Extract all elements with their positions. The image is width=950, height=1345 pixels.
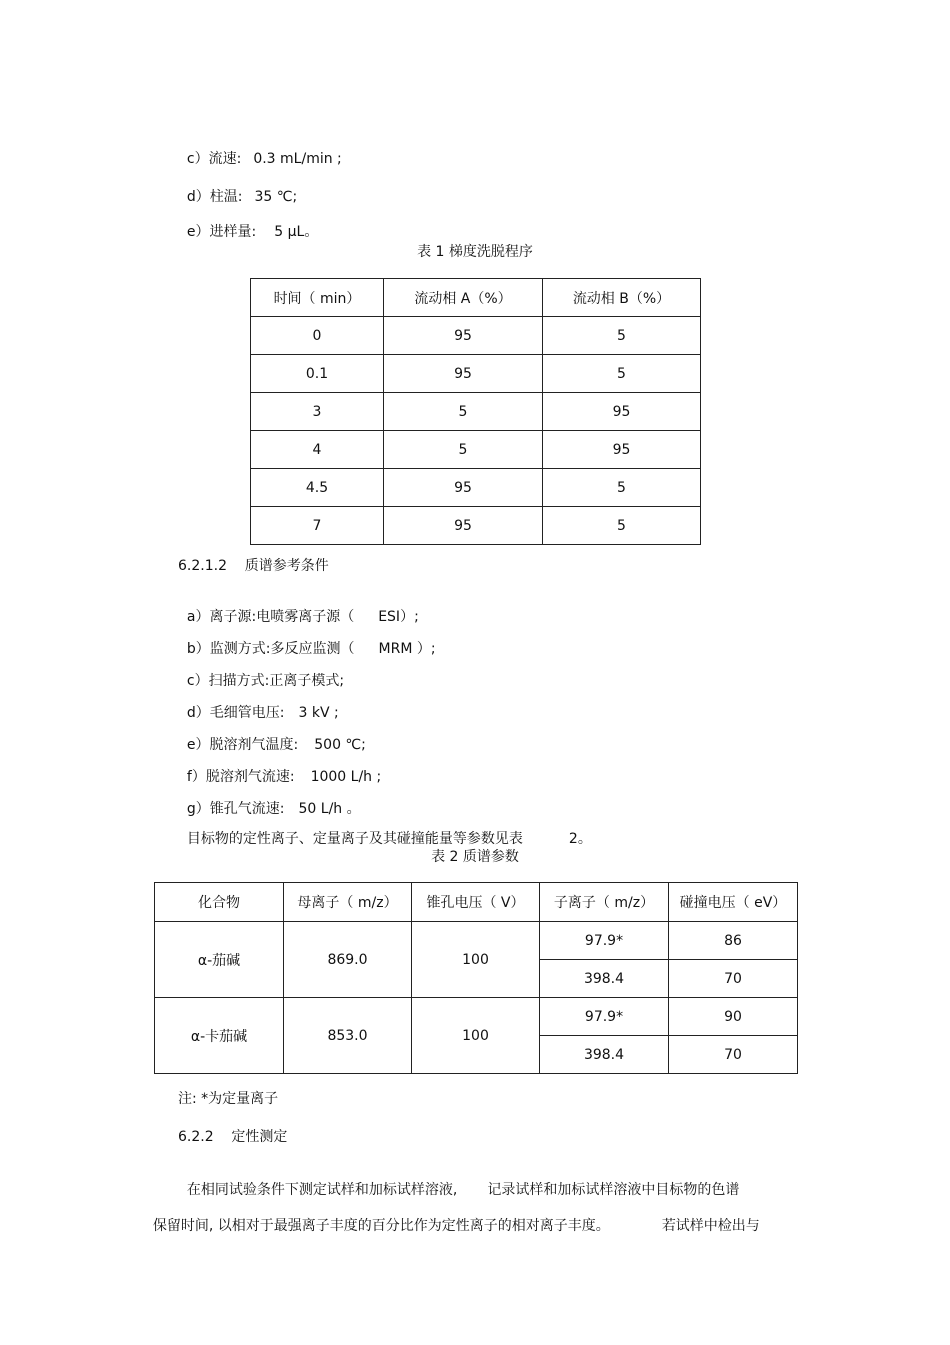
table-cell: 5	[543, 469, 701, 507]
paragraph-line	[178, 1163, 739, 1199]
ms-item-desolvation-temp	[178, 718, 366, 754]
lc-item-value: 35 ℃;	[254, 189, 298, 205]
table-cell: 5	[384, 393, 543, 431]
ms-item-label: b）监测方式:多反应监测（	[186, 641, 355, 657]
collision-energy-cell: 70	[669, 1036, 798, 1074]
table-header-row	[155, 883, 798, 922]
table-row	[251, 355, 701, 393]
gradient-table	[250, 278, 701, 545]
ms-item-scan-mode	[178, 654, 344, 690]
table-header-cell: 锥孔电压（ V）	[412, 883, 540, 922]
table-row	[251, 431, 701, 469]
table-reference-line	[178, 812, 592, 848]
reference-number: 2。	[568, 831, 592, 847]
collision-energy-cell: 70	[669, 960, 798, 998]
ms-item-label: d）毛细管电压:	[186, 705, 285, 721]
table-row	[155, 998, 798, 1036]
table-cell: 95	[543, 393, 701, 431]
lc-item-column-temp	[178, 170, 297, 206]
compound-cell: α-茄碱	[155, 922, 284, 998]
paragraph-text: 记录试样和加标试样溶液中目标物的色谱	[487, 1182, 740, 1198]
lc-item-label: d）柱温:	[186, 189, 243, 205]
ms-item-value: MRM ）;	[378, 641, 436, 657]
table-header-cell: 母离子（ m/z）	[284, 883, 412, 922]
table-header-row	[251, 279, 701, 317]
table-cell: 5	[543, 507, 701, 545]
ms-parameters-table	[154, 882, 798, 1074]
paragraph-text: 保留时间, 以相对于最强离子丰度的百分比作为定性离子的相对离子丰度。	[152, 1218, 610, 1234]
table-cell: 7	[251, 507, 384, 545]
lc-item-value: 0.3 mL/min ;	[253, 151, 342, 167]
table-header-cell: 时间（ min）	[251, 279, 384, 317]
product-ion-cell: 398.4	[540, 960, 669, 998]
section-heading-ms: 6.2.1.2 质谱参考条件	[178, 558, 329, 574]
ms-item-value: 50 L/h 。	[298, 801, 361, 817]
table-header-cell: 流动相 B（%）	[543, 279, 701, 317]
table-cell: 95	[384, 355, 543, 393]
table2-caption: 表 2 质谱参数	[431, 849, 519, 865]
table-cell: 0	[251, 317, 384, 355]
table-row	[251, 469, 701, 507]
reference-text: 目标物的定性离子、定量离子及其碰撞能量等参数见表	[186, 831, 523, 847]
table-cell: 4.5	[251, 469, 384, 507]
table-header-cell: 流动相 A（%）	[384, 279, 543, 317]
product-ion-cell: 97.9*	[540, 922, 669, 960]
table-cell: 95	[384, 469, 543, 507]
ms-item-value: 500 ℃;	[314, 737, 366, 753]
table-cell: 4	[251, 431, 384, 469]
table-cell: 5	[543, 317, 701, 355]
ms-item-label: a）离子源:电喷雾离子源（	[186, 609, 355, 625]
table-header-cell: 化合物	[155, 883, 284, 922]
collision-energy-cell: 90	[669, 998, 798, 1036]
ms-item-monitoring	[178, 622, 436, 658]
table-row	[155, 922, 798, 960]
table-row	[251, 317, 701, 355]
table-row	[251, 393, 701, 431]
ms-item-label: e）脱溶剂气温度:	[186, 737, 299, 753]
ms-item-capillary	[178, 686, 339, 722]
lc-item-label: c）流速:	[186, 151, 242, 167]
lc-item-label: e）进样量:	[186, 224, 257, 240]
cone-voltage-cell: 100	[412, 922, 540, 998]
parent-ion-cell: 853.0	[284, 998, 412, 1074]
ms-item-value: 3 kV ;	[298, 705, 339, 721]
ms-item-label: f）脱溶剂气流速:	[186, 769, 295, 785]
table-header-cell: 子离子（ m/z）	[540, 883, 669, 922]
ms-item-label: g）锥孔气流速:	[186, 801, 285, 817]
paragraph-text: 在相同试验条件下测定试样和加标试样溶液,	[186, 1182, 458, 1198]
compound-cell: α-卡茄碱	[155, 998, 284, 1074]
ms-item-desolvation-flow	[178, 750, 381, 786]
ms-item-ion-source	[178, 590, 419, 626]
table-cell: 5	[543, 355, 701, 393]
table-cell: 95	[384, 317, 543, 355]
lc-item-flow	[178, 132, 342, 168]
paragraph-line	[144, 1199, 760, 1235]
collision-energy-cell: 86	[669, 922, 798, 960]
table-row	[251, 507, 701, 545]
table-note: 注: *为定量离子	[178, 1091, 279, 1107]
parent-ion-cell: 869.0	[284, 922, 412, 998]
table-cell: 95	[384, 507, 543, 545]
cone-voltage-cell: 100	[412, 998, 540, 1074]
ms-item-value: ESI）;	[378, 609, 419, 625]
section-heading-qualitative: 6.2.2 定性测定	[178, 1129, 288, 1145]
ms-item-label: c）扫描方式:正离子模式;	[186, 673, 345, 689]
lc-item-injection	[178, 205, 318, 241]
ms-item-value: 1000 L/h ;	[310, 769, 382, 785]
table-cell: 3	[251, 393, 384, 431]
table-cell: 0.1	[251, 355, 384, 393]
table-cell: 95	[543, 431, 701, 469]
paragraph-text: 若试样中检出与	[661, 1218, 760, 1234]
table1-caption: 表 1 梯度洗脱程序	[417, 244, 533, 260]
product-ion-cell: 97.9*	[540, 998, 669, 1036]
table-cell: 5	[384, 431, 543, 469]
lc-item-value: 5 μL。	[274, 224, 319, 240]
product-ion-cell: 398.4	[540, 1036, 669, 1074]
table-header-cell: 碰撞电压（ eV）	[669, 883, 798, 922]
